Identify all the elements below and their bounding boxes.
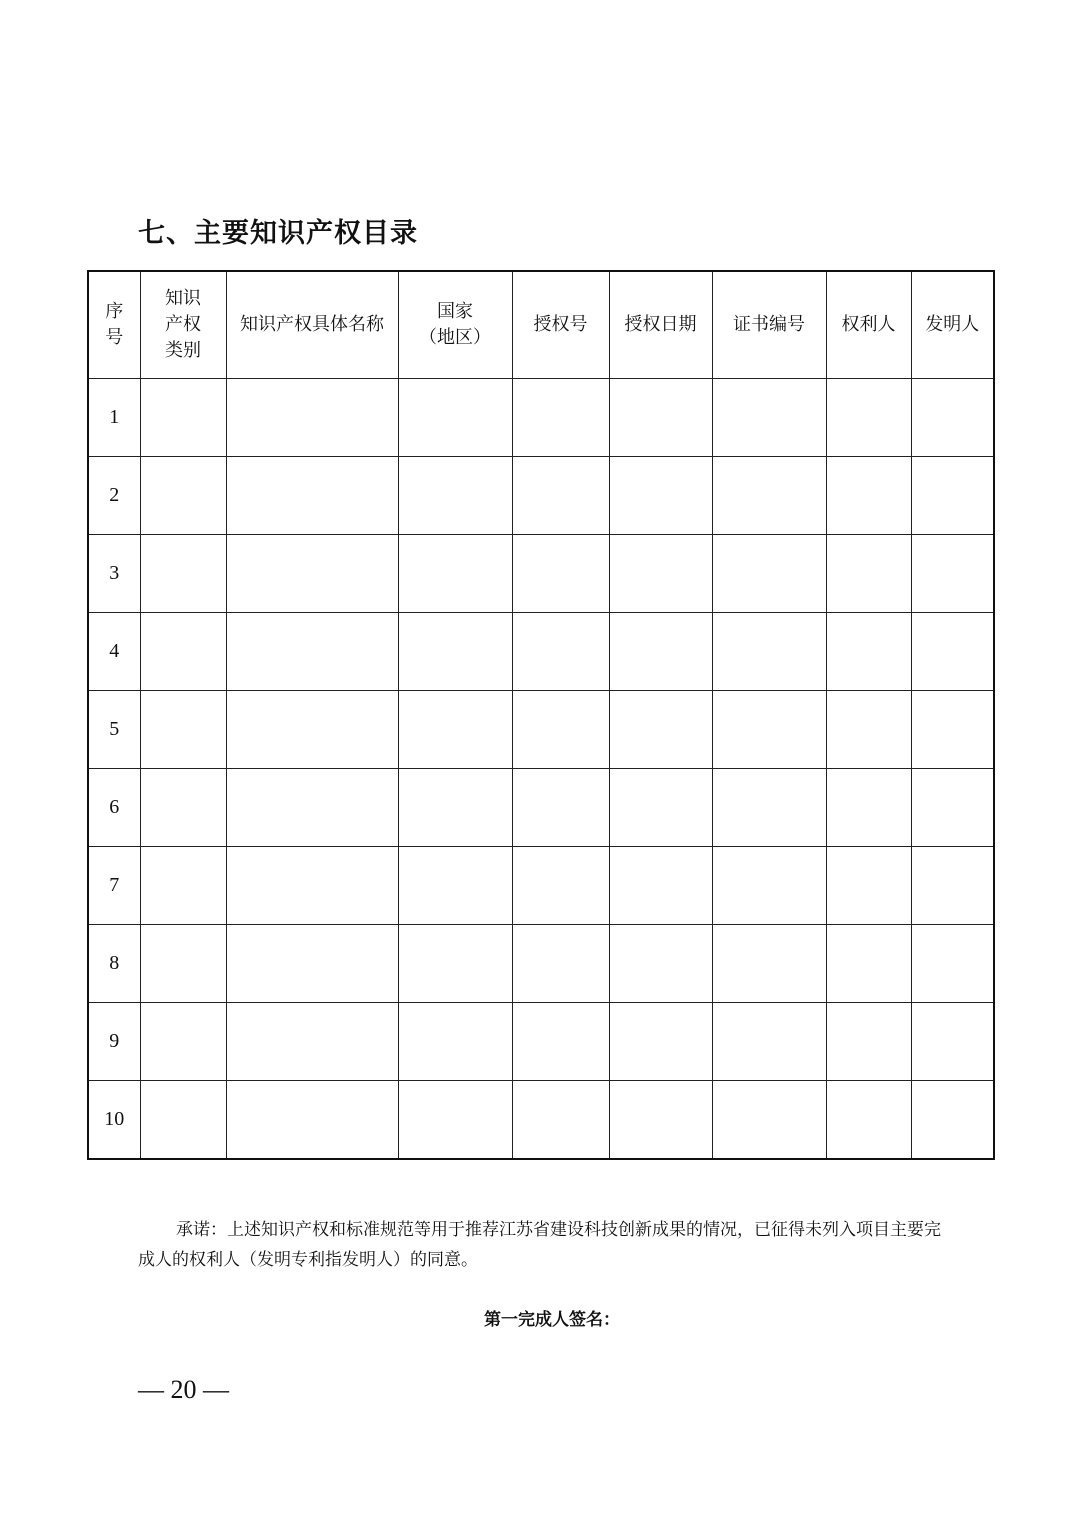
table-header-row (88, 271, 994, 379)
empty-entry-cell[interactable] (712, 379, 826, 457)
empty-entry-cell[interactable] (226, 691, 398, 769)
empty-entry-cell[interactable] (226, 613, 398, 691)
table-row (88, 691, 994, 769)
header-cell: 知识 产权 类别 (140, 271, 226, 379)
empty-entry-cell[interactable] (609, 379, 712, 457)
row-number-cell: 1 (88, 379, 140, 457)
header-cell: 国家 （地区） (398, 271, 512, 379)
empty-entry-cell[interactable] (712, 691, 826, 769)
header-cell: 证书编号 (712, 271, 826, 379)
empty-entry-cell[interactable] (911, 847, 994, 925)
header-cell: 权利人 (826, 271, 911, 379)
empty-entry-cell[interactable] (140, 925, 226, 1003)
table-row (88, 1003, 994, 1081)
signature-label: 第一完成人签名： (484, 1310, 620, 1330)
empty-entry-cell[interactable] (226, 457, 398, 535)
empty-entry-cell[interactable] (140, 379, 226, 457)
empty-entry-cell[interactable] (826, 847, 911, 925)
empty-entry-cell[interactable] (911, 535, 994, 613)
empty-entry-cell[interactable] (140, 769, 226, 847)
row-number-cell: 8 (88, 925, 140, 1003)
row-number-cell: 9 (88, 1003, 140, 1081)
empty-entry-cell[interactable] (609, 769, 712, 847)
empty-entry-cell[interactable] (398, 925, 512, 1003)
promise-statement (138, 1215, 946, 1275)
empty-entry-cell[interactable] (398, 691, 512, 769)
empty-entry-cell[interactable] (911, 1081, 994, 1160)
empty-entry-cell[interactable] (911, 457, 994, 535)
header-cell: 发明人 (911, 271, 994, 379)
header-cell: 授权号 (512, 271, 609, 379)
empty-entry-cell[interactable] (140, 1003, 226, 1081)
empty-entry-cell[interactable] (226, 769, 398, 847)
header-cell: 知识产权具体名称 (226, 271, 398, 379)
empty-entry-cell[interactable] (609, 925, 712, 1003)
empty-entry-cell[interactable] (712, 1081, 826, 1160)
row-number-cell: 4 (88, 613, 140, 691)
empty-entry-cell[interactable] (226, 379, 398, 457)
empty-entry-cell[interactable] (140, 613, 226, 691)
empty-entry-cell[interactable] (398, 535, 512, 613)
empty-entry-cell[interactable] (512, 535, 609, 613)
empty-entry-cell[interactable] (826, 769, 911, 847)
table-row (88, 535, 994, 613)
empty-entry-cell[interactable] (712, 925, 826, 1003)
empty-entry-cell[interactable] (826, 535, 911, 613)
empty-entry-cell[interactable] (226, 847, 398, 925)
section-title: 七、主要知识产权目录 (138, 218, 418, 249)
empty-entry-cell[interactable] (609, 1081, 712, 1160)
empty-entry-cell[interactable] (712, 535, 826, 613)
ip-catalog-table (87, 270, 995, 1160)
empty-entry-cell[interactable] (609, 535, 712, 613)
empty-entry-cell[interactable] (140, 535, 226, 613)
table-row (88, 925, 994, 1003)
empty-entry-cell[interactable] (712, 1003, 826, 1081)
row-number-cell: 5 (88, 691, 140, 769)
empty-entry-cell[interactable] (826, 925, 911, 1003)
empty-entry-cell[interactable] (398, 613, 512, 691)
empty-entry-cell[interactable] (140, 1081, 226, 1160)
empty-entry-cell[interactable] (826, 1003, 911, 1081)
empty-entry-cell[interactable] (398, 1003, 512, 1081)
table-row (88, 613, 994, 691)
empty-entry-cell[interactable] (712, 613, 826, 691)
empty-entry-cell[interactable] (609, 457, 712, 535)
empty-entry-cell[interactable] (140, 691, 226, 769)
empty-entry-cell[interactable] (712, 769, 826, 847)
table-body (88, 379, 994, 1160)
table-row (88, 847, 994, 925)
header-cell: 授权日期 (609, 271, 712, 379)
empty-entry-cell[interactable] (398, 1081, 512, 1160)
promise-text: 承诺：上述知识产权和标准规范等用于推荐江苏省建设科技创新成果的情况，已征得未列入项目主要完成人的权利人（发明专利指发明人）的同意。 (138, 1220, 941, 1270)
row-number-cell: 6 (88, 769, 140, 847)
empty-entry-cell[interactable] (140, 457, 226, 535)
empty-entry-cell[interactable] (512, 691, 609, 769)
empty-entry-cell[interactable] (911, 613, 994, 691)
empty-entry-cell[interactable] (226, 1081, 398, 1160)
empty-entry-cell[interactable] (826, 691, 911, 769)
empty-entry-cell[interactable] (911, 769, 994, 847)
empty-entry-cell[interactable] (512, 1003, 609, 1081)
empty-entry-cell[interactable] (512, 379, 609, 457)
empty-entry-cell[interactable] (712, 847, 826, 925)
empty-entry-cell[interactable] (512, 925, 609, 1003)
empty-entry-cell[interactable] (911, 691, 994, 769)
empty-entry-cell[interactable] (826, 457, 911, 535)
row-number-cell: 7 (88, 847, 140, 925)
empty-entry-cell[interactable] (512, 769, 609, 847)
row-number-cell: 10 (88, 1081, 140, 1160)
empty-entry-cell[interactable] (826, 1081, 911, 1160)
empty-entry-cell[interactable] (609, 613, 712, 691)
empty-entry-cell[interactable] (140, 847, 226, 925)
empty-entry-cell[interactable] (512, 613, 609, 691)
empty-entry-cell[interactable] (226, 925, 398, 1003)
empty-entry-cell[interactable] (226, 1003, 398, 1081)
empty-entry-cell[interactable] (512, 847, 609, 925)
empty-entry-cell[interactable] (512, 457, 609, 535)
empty-entry-cell[interactable] (226, 535, 398, 613)
table-row (88, 457, 994, 535)
table-row (88, 769, 994, 847)
row-number-cell: 3 (88, 535, 140, 613)
empty-entry-cell[interactable] (398, 847, 512, 925)
header-cell: 序 号 (88, 271, 140, 379)
empty-entry-cell[interactable] (609, 847, 712, 925)
empty-entry-cell[interactable] (826, 379, 911, 457)
empty-entry-cell[interactable] (712, 457, 826, 535)
empty-entry-cell[interactable] (398, 457, 512, 535)
page-number: — 20 — (138, 1375, 229, 1404)
empty-entry-cell[interactable] (911, 1003, 994, 1081)
empty-entry-cell[interactable] (609, 1003, 712, 1081)
empty-entry-cell[interactable] (826, 613, 911, 691)
empty-entry-cell[interactable] (609, 691, 712, 769)
empty-entry-cell[interactable] (512, 1081, 609, 1160)
table-row (88, 1081, 994, 1160)
table-row (88, 379, 994, 457)
row-number-cell: 2 (88, 457, 140, 535)
empty-entry-cell[interactable] (398, 379, 512, 457)
empty-entry-cell[interactable] (911, 379, 994, 457)
empty-entry-cell[interactable] (398, 769, 512, 847)
empty-entry-cell[interactable] (911, 925, 994, 1003)
